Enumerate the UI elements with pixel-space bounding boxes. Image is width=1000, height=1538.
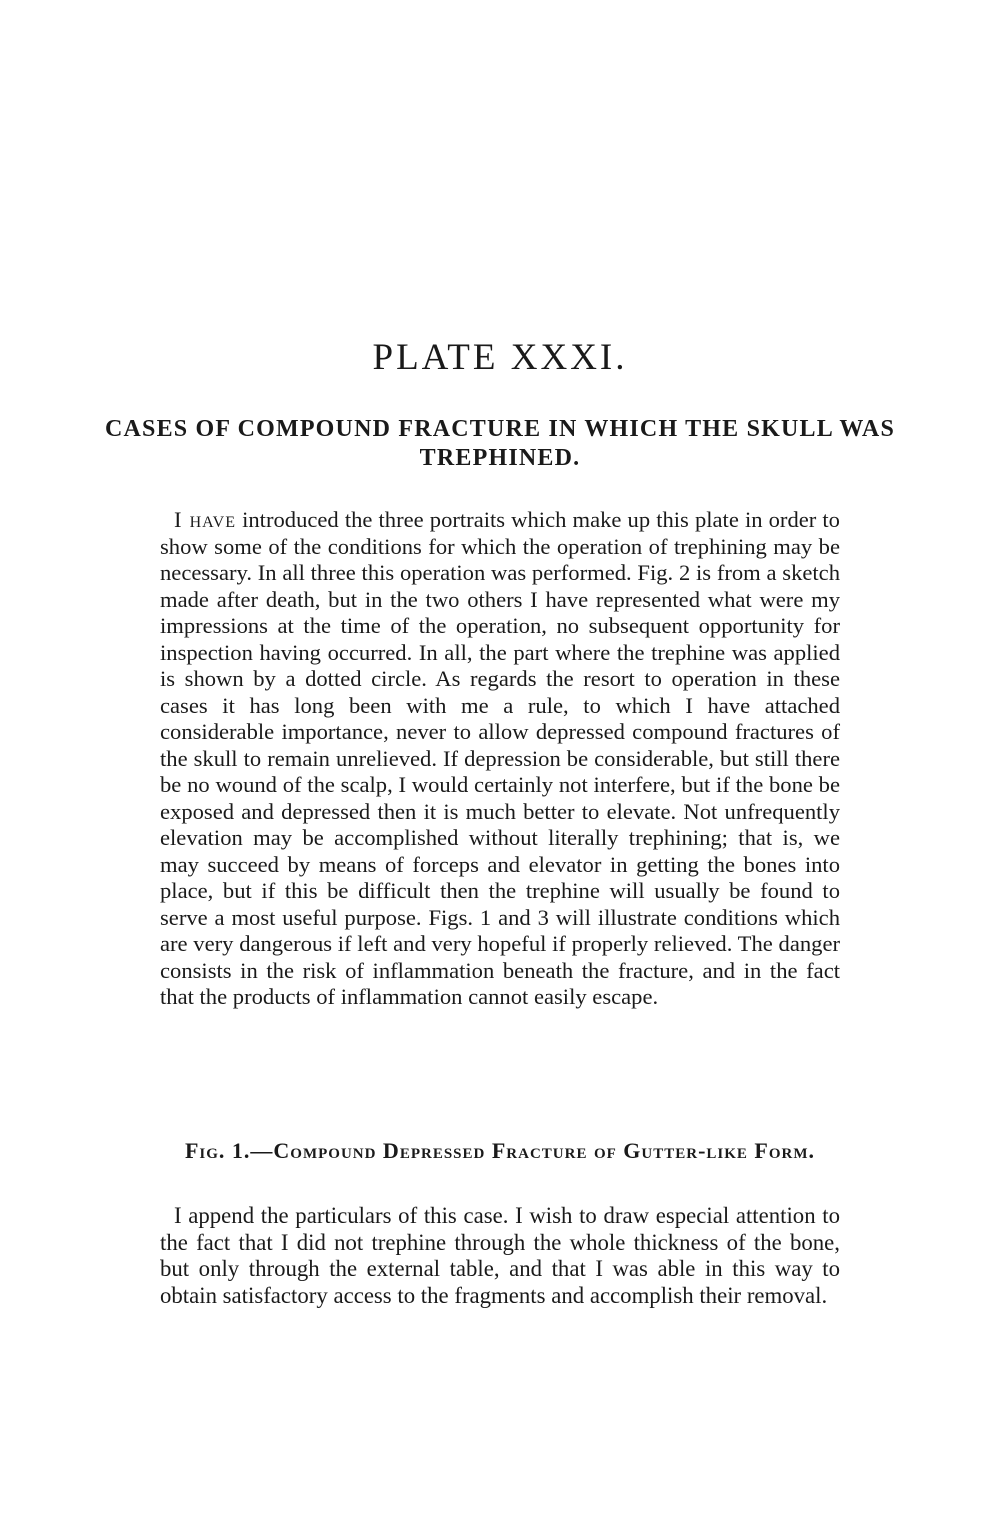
figure-1-body: I append the particulars of this case. I wish to draw especial attention to the fact that I did not trephine through the whole thickness of the bone, but only through the external table, and that I was able in this way to obtain satisfactory access to the fragments and accomplish their removal.	[160, 1203, 840, 1308]
figure-1-paragraph	[160, 1203, 840, 1309]
plate-subtitle: CASES OF COMPOUND FRACTURE IN WHICH THE SKULL WAS TREPHINED.	[104, 416, 896, 471]
plate-title: PLATE XXXI.	[372, 337, 628, 378]
figure-1-heading	[160, 1137, 840, 1165]
intro-body: introduced the three portraits which make up this plate in order to show some of the conditions for which the operation of trephining may be necessary. In all three this operation was performed. Fig. 2 is from a sketch made after death, but in the two others I have represented what were my impressions at the time of the operation, no subsequent opportunity for inspection having occurred. In all, the part where the trephine was applied is shown by a dotted circle. As regards the resort to operation in these cases it has long been with me a rule, to which I have attached considerable importance, never to allow depressed compound fractures of the skull to remain unrelieved. If depression be considerable, but still there be no wound of the scalp, I would certainly not interfere, but if the bone be exposed and depressed then it is much better to elevate. Not unfrequently elevation may be accomplished without literally trephining; that is, we may succeed by means of forceps and elevator in getting the bones into place, but if this be difficult then the trephine will usually be found to serve a most useful purpose. Figs. 1 and 3 will illustrate conditions which are very dangerous if left and very hopeful if properly relieved. The danger consists in the risk of inflammation beneath the fracture, and in the fact that the products of inflammation cannot easily escape.	[160, 507, 840, 1009]
intro-lead-word: I have	[174, 507, 236, 532]
figure-1-heading-text: Fig. 1.—Compound Depressed Fracture of Gutter-like Form.	[184, 1138, 816, 1163]
intro-paragraph	[160, 507, 840, 1011]
